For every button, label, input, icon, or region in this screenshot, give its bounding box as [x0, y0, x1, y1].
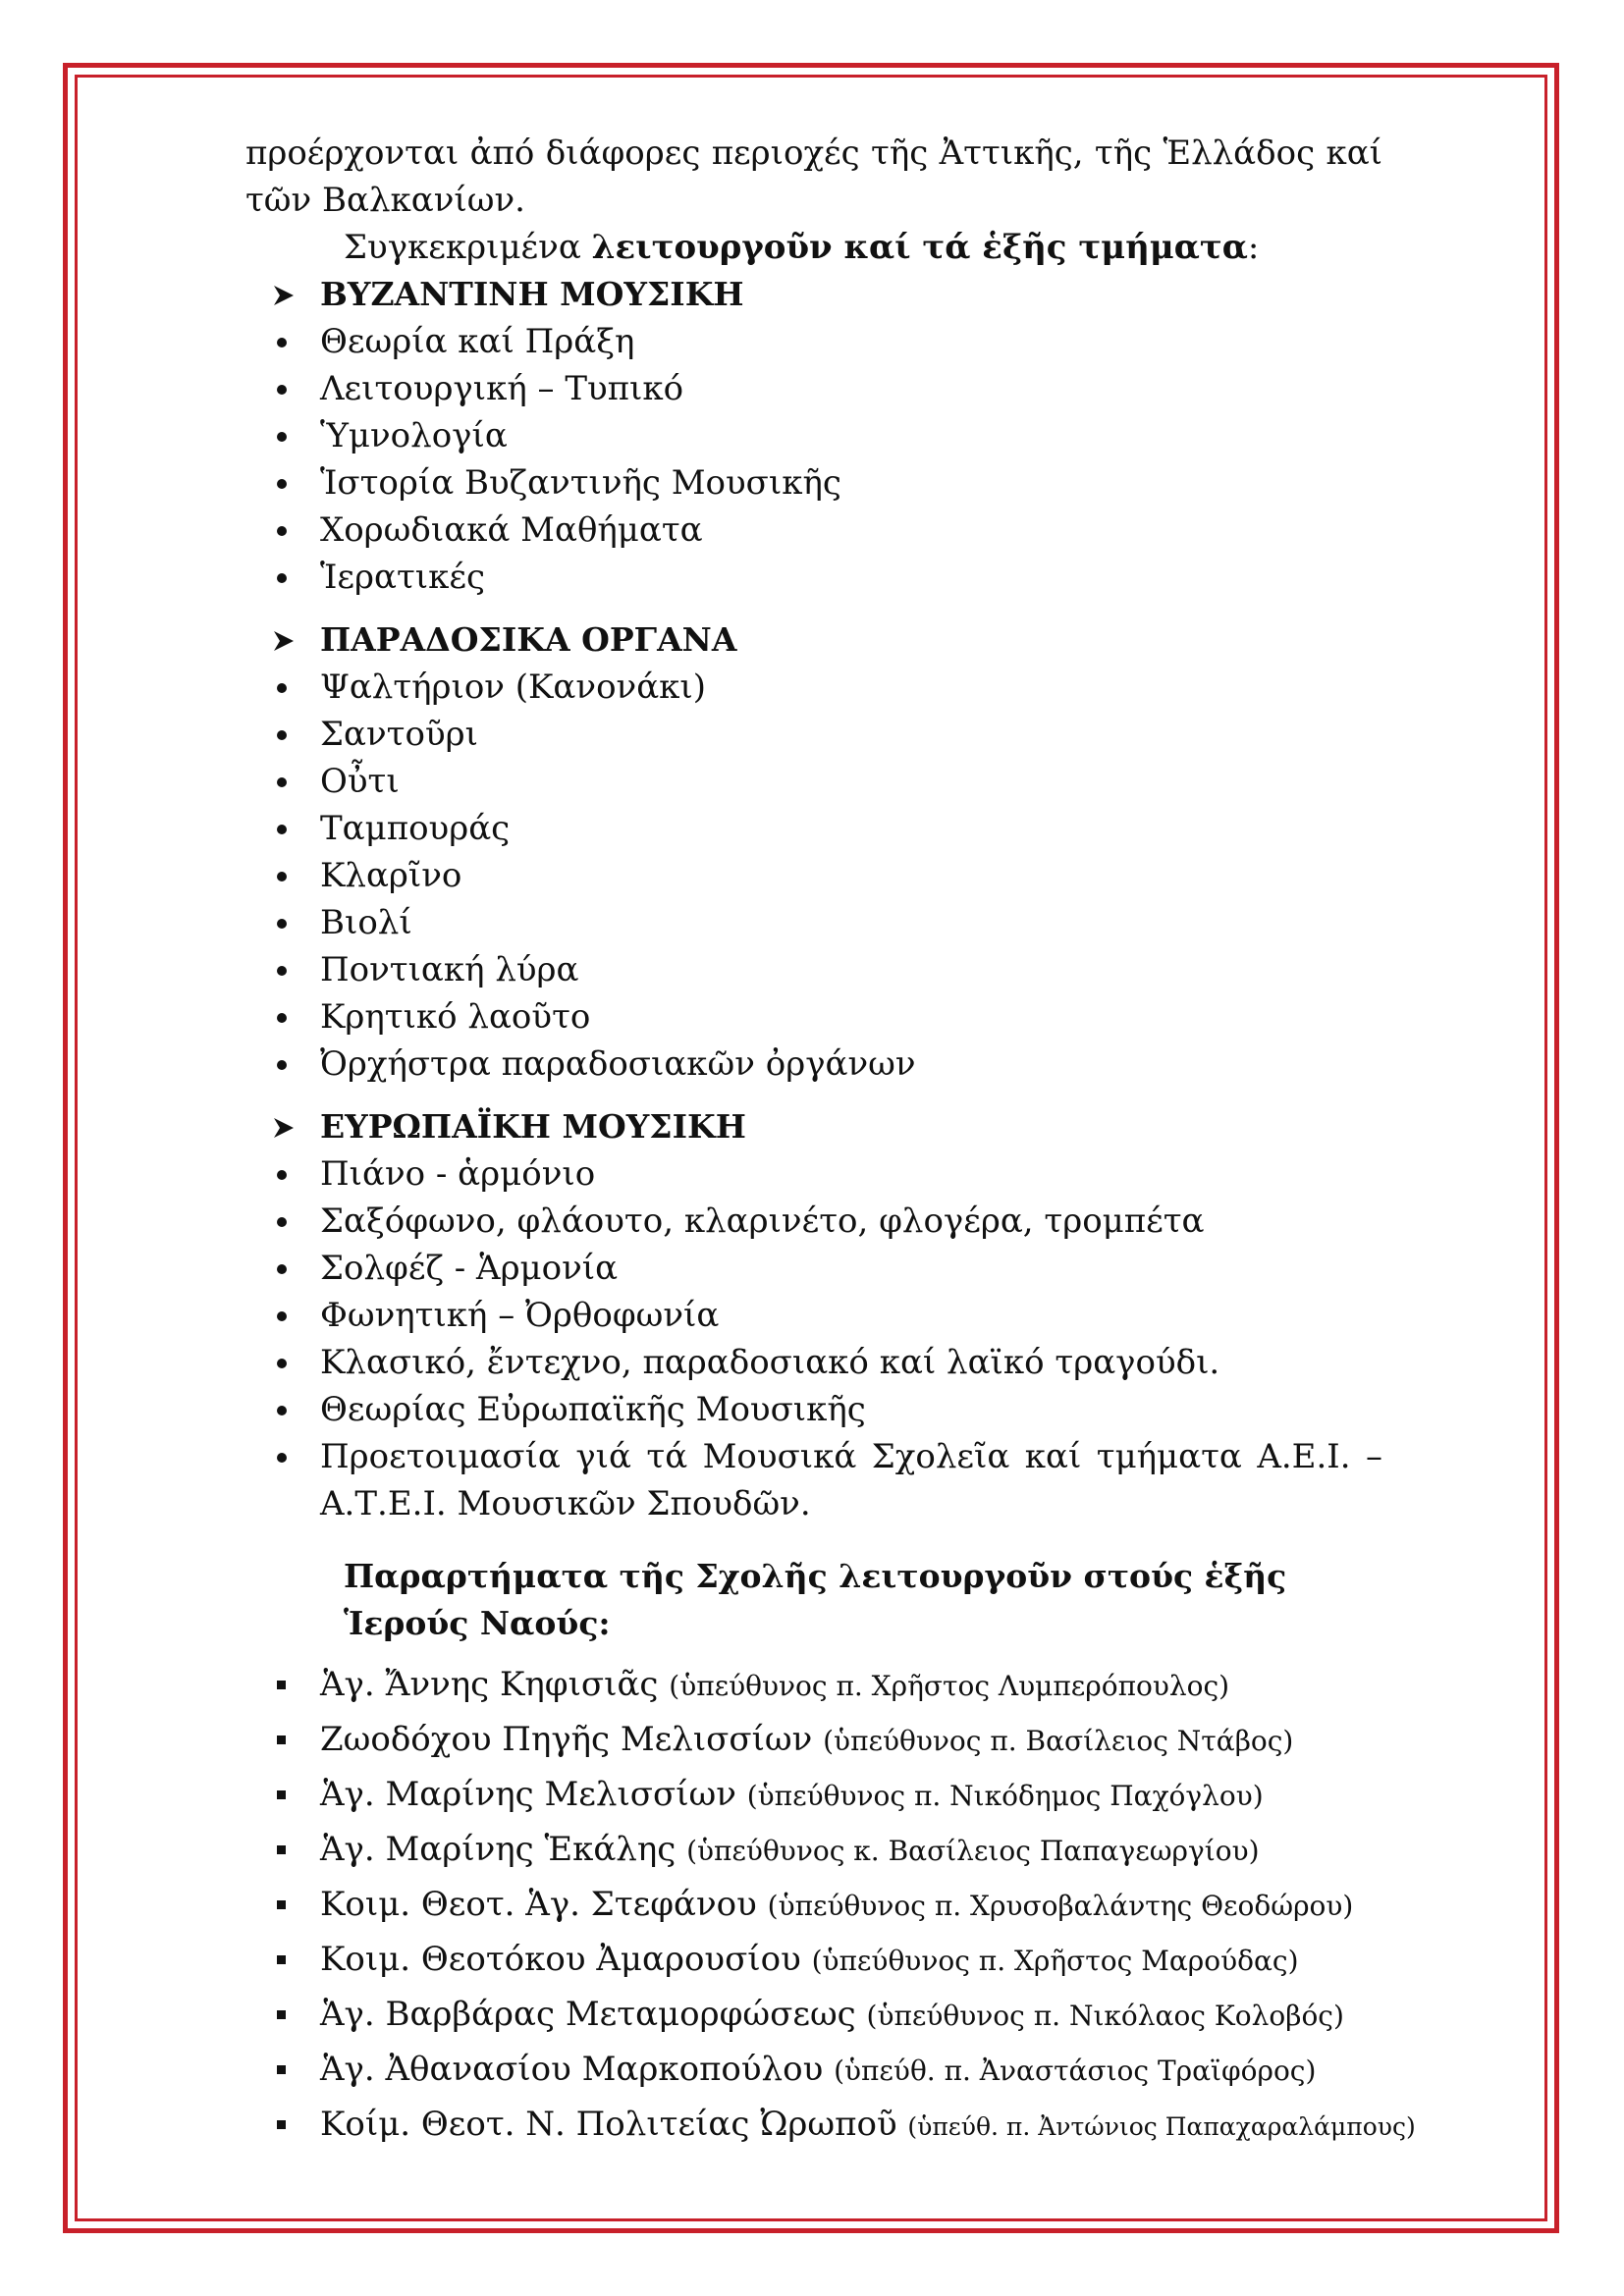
branch-item — [245, 1716, 1382, 1771]
section-list — [245, 318, 1382, 601]
list-item — [245, 459, 1382, 507]
square-bullet-icon — [245, 2046, 320, 2093]
branch-church-name: Κοίμ. Θεοτ. Ν. Πολιτείας Ὠρωποῦ — [320, 2105, 908, 2144]
list-item — [245, 852, 1382, 899]
list-item — [245, 1433, 1382, 1527]
bullet-icon — [245, 1339, 320, 1386]
bullet-icon — [245, 1198, 320, 1245]
list-item-text: Πιάνο - ἁρμόνιο — [320, 1154, 596, 1194]
branch-church-name: Ἁγ. Μαρίνης Μελισσίων — [320, 1775, 747, 1814]
lead-sentence — [344, 224, 1382, 271]
list-item-text: Κλασικό, ἔντεχνο, παραδοσιακό καί λαϊκό τραγούδι. — [320, 1343, 1220, 1382]
square-bullet-icon — [245, 1991, 320, 2038]
branch-item — [245, 1661, 1382, 1716]
list-item-text: Ὀρχήστρα παραδοσιακῶν ὀργάνων — [320, 1044, 916, 1084]
bullet-icon — [245, 365, 320, 412]
section-heading-text: ΕΥΡΩΠΑΪΚΗ ΜΟΥΣΙΚΗ — [320, 1107, 746, 1146]
branch-responsible: (ὑπεύθυνος κ. Βασίλειος Παπαγεωργίου) — [686, 1835, 1260, 1867]
list-item — [245, 899, 1382, 946]
list-item — [245, 1150, 1382, 1198]
lead-suffix: : — [1247, 228, 1260, 267]
branch-church-name: Ζωοδόχου Πηγῆς Μελισσίων — [320, 1720, 824, 1759]
bullet-icon — [245, 664, 320, 711]
branch-text — [320, 1826, 1260, 1875]
square-bullet-icon — [245, 2101, 320, 2148]
list-item — [245, 1198, 1382, 1245]
branch-text — [320, 2101, 1416, 2151]
list-item-text: Σαξόφωνο, φλάουτο, κλαρινέτο, φλογέρα, τρομπέτα — [320, 1201, 1205, 1241]
branch-church-name: Ἁγ. Μαρίνης Ἑκάλης — [320, 1830, 687, 1869]
list-item-text: Ποντιακή λύρα — [320, 950, 579, 989]
branch-text — [320, 1716, 1293, 1765]
branches-title: Παραρτήματα τῆς Σχολῆς λειτουργοῦν στούς ἑξῆς Ἱερούς Ναούς: — [344, 1557, 1287, 1642]
branch-responsible: (ὑπεύθυνος π. Νικόλαος Κολοβός) — [866, 2000, 1344, 2032]
bullet-icon — [245, 758, 320, 805]
section-list — [245, 1150, 1382, 1527]
bullet-icon — [245, 1245, 320, 1292]
list-item — [245, 1339, 1382, 1386]
branch-text — [320, 1881, 1353, 1930]
bullet-icon — [245, 946, 320, 993]
branch-responsible: (ὑπεύθ. π. Ἀντώνιος Παπαχαραλάμπους) — [907, 2112, 1416, 2141]
section-heading — [245, 616, 1382, 664]
branch-item — [245, 1991, 1382, 2046]
list-item-text: Ἱερατικές — [320, 558, 486, 597]
bullet-icon — [245, 1041, 320, 1088]
branch-church-name: Κοιμ. Θεοτόκου Ἀμαρουσίου — [320, 1940, 812, 1979]
square-bullet-icon — [245, 1826, 320, 1873]
list-item — [245, 993, 1382, 1041]
branch-item — [245, 1936, 1382, 1991]
list-item-text: Χορωδιακά Μαθήματα — [320, 510, 703, 550]
branch-responsible: (ὑπεύθυνος π. Χρυσοβαλάντης Θεοδώρου) — [767, 1890, 1354, 1922]
list-item-text: Θεωρία καί Πράξη — [320, 322, 635, 361]
list-item — [245, 946, 1382, 993]
section-heading — [245, 1103, 1382, 1150]
intro-paragraph: προέρχονται ἀπό διάφορες περιοχές τῆς Ἀττικῆς, τῆς Ἑλλάδος καί τῶν Βαλκανίων. — [245, 133, 1382, 220]
list-item — [245, 365, 1382, 412]
branch-text — [320, 1771, 1264, 1820]
bullet-icon — [245, 459, 320, 507]
arrow-bullet-icon — [245, 1103, 320, 1150]
list-item-text: Σαντοῦρι — [320, 715, 478, 754]
list-item-text: Κρητικό λαοῦτο — [320, 997, 591, 1037]
list-item — [245, 805, 1382, 852]
branch-responsible: (ὑπεύθ. π. Ἀναστάσιος Τραϊφόρος) — [834, 2055, 1317, 2087]
bullet-icon — [245, 412, 320, 459]
arrow-bullet-icon — [245, 271, 320, 318]
branch-responsible: (ὑπεύθυνος π. Χρῆστος Λυμπερόπουλος) — [669, 1670, 1230, 1702]
section — [245, 1103, 1382, 1527]
branch-text — [320, 1991, 1344, 2040]
branch-text — [320, 1661, 1229, 1710]
branch-item — [245, 1826, 1382, 1881]
list-item-text: Ταμπουράς — [320, 809, 511, 848]
list-item — [245, 554, 1382, 601]
list-item-text: Ἱστορία Βυζαντινῆς Μουσικῆς — [320, 463, 841, 503]
document-body — [245, 130, 1416, 2156]
branch-responsible: (ὑπεύθυνος π. Νικόδημος Παχόγλου) — [746, 1780, 1264, 1812]
lead-prefix: Συγκεκριμένα — [344, 228, 592, 267]
bullet-icon — [245, 507, 320, 554]
list-item-text: Κλαρῖνο — [320, 856, 462, 895]
section-heading-text: ΠΑΡΑΔΟΣΙΚΑ ΟΡΓΑΝΑ — [320, 620, 737, 659]
list-item — [245, 1041, 1382, 1088]
list-item — [245, 1292, 1382, 1339]
bullet-icon — [245, 554, 320, 601]
list-item — [245, 412, 1382, 459]
branch-church-name: Ἁγ. Βαρβάρας Μεταμορφώσεως — [320, 1995, 867, 2034]
list-item — [245, 318, 1382, 365]
bullet-icon — [245, 899, 320, 946]
branches-list — [245, 1661, 1416, 2156]
square-bullet-icon — [245, 1936, 320, 1983]
list-item — [245, 758, 1382, 805]
list-item-text: Λειτουργική – Τυπικό — [320, 369, 684, 408]
arrow-bullet-icon — [245, 616, 320, 664]
list-item-text: Φωνητική – Ὀρθοφωνία — [320, 1296, 720, 1335]
bullet-icon — [245, 1433, 320, 1480]
branch-text — [320, 1936, 1299, 1985]
section-list — [245, 664, 1382, 1088]
branch-church-name: Κοιμ. Θεοτ. Ἁγ. Στεφάνου — [320, 1885, 768, 1924]
bullet-icon — [245, 852, 320, 899]
sections-container — [245, 271, 1382, 1527]
list-item-text: Ψαλτήριον (Κανονάκι) — [320, 667, 707, 707]
list-item-text: Θεωρίας Εὐρωπαϊκῆς Μουσικῆς — [320, 1390, 866, 1429]
list-item-text: Προετοιμασία γιά τά Μουσικά Σχολεῖα καί τμήματα Α.Ε.Ι. – Α.Τ.Ε.Ι. Μουσικῶν Σπουδῶν. — [320, 1437, 1382, 1523]
branch-item — [245, 2101, 1416, 2156]
bullet-icon — [245, 1292, 320, 1339]
square-bullet-icon — [245, 1716, 320, 1763]
branch-responsible: (ὑπεύθυνος π. Χρῆστος Μαρούδας) — [811, 1945, 1299, 1977]
bullet-icon — [245, 1150, 320, 1198]
branch-responsible: (ὑπεύθυνος π. Βασίλειος Ντάβος) — [823, 1725, 1294, 1757]
list-item-text: Σολφέζ - Ἁρμονία — [320, 1249, 619, 1288]
list-item — [245, 507, 1382, 554]
list-item-text: Οὖτι — [320, 762, 400, 801]
bullet-icon — [245, 318, 320, 365]
branch-church-name: Ἁγ. Ἄννης Κηφισιᾶς — [320, 1665, 670, 1704]
list-item-text: Ὑμνολογία — [320, 416, 508, 455]
section-heading — [245, 271, 1382, 318]
branch-item — [245, 1881, 1382, 1936]
lead-bold: λειτουργοῦν καί τά ἑξῆς τμήματα — [591, 228, 1248, 267]
list-item-text: Βιολί — [320, 903, 412, 942]
bullet-icon — [245, 1386, 320, 1433]
bullet-icon — [245, 805, 320, 852]
bullet-icon — [245, 711, 320, 758]
branch-item — [245, 1771, 1382, 1826]
square-bullet-icon — [245, 1771, 320, 1818]
list-item — [245, 711, 1382, 758]
list-item — [245, 1245, 1382, 1292]
section — [245, 616, 1382, 1088]
section-heading-text: ΒΥΖΑΝΤΙΝΗ ΜΟΥΣΙΚΗ — [320, 275, 744, 313]
list-item — [245, 1386, 1382, 1433]
section — [245, 271, 1382, 601]
square-bullet-icon — [245, 1661, 320, 1708]
branch-church-name: Ἁγ. Ἀθανασίου Μαρκοπούλου — [320, 2050, 835, 2089]
branch-text — [320, 2046, 1316, 2095]
branch-item — [245, 2046, 1382, 2101]
list-item — [245, 664, 1382, 711]
bullet-icon — [245, 993, 320, 1041]
square-bullet-icon — [245, 1881, 320, 1928]
